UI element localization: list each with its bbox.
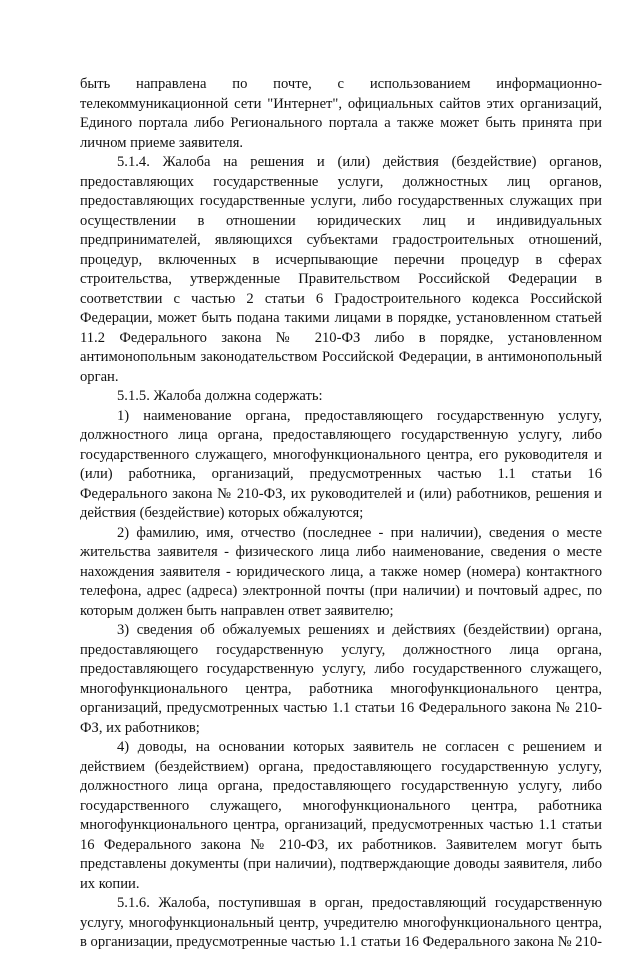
list-item-3: 3) сведения об обжалуемых решениях и действиях (бездействии) органа, предоставляющего государственную услугу, должностного лица органа, предоставляющего государственную услугу, либо государственного служащего, многофункционального центра, работника многофункционального центра, организаций, предусмотренных частью 1.1 статьи 16 Федерального закона № 210-ФЗ, их работников; (80, 622, 602, 736)
paragraph-5-1-5: 5.1.5. Жалоба должна содержать: (117, 388, 323, 404)
paragraph-5-1-4: 5.1.4. Жалоба на решения и (или) действия (бездействие) органов, предоставляющих государственные услуги, должностных лиц органов, предоставляющих государственные услуги, либо государственных служащих при осуществлении в отношении юридических лиц и индивидуальных предпринимателей, являющихся субъектами градостроительных отношений, процедур, включенных в исчерпывающие перечни процедур в сферах строительства, утвержденные Правительством Российской Федерации в соответствии с частью 2 статьи 6 Градостроительного кодекса Российской Федерации, может быть подана такими лицами в порядке, установленном статьей 11.2 Федерального закона № 210-ФЗ либо в порядке, установленном антимонопольным законодательством Российской Федерации, в антимонопольный орган. (80, 154, 602, 385)
list-item-1: 1) наименование органа, предоставляющего государственную услугу, должностного лица органа, предоставляющего государственную услугу, либо государственного служащего, многофункционального центра, его руководителя и (или) работника, организаций, предусмотренных частью 1.1 статьи 16 Федерального закона № 210-ФЗ, их руководителей и (или) работников, решения и действия (бездействие) которых обжалуются; (80, 407, 602, 521)
list-item-4: 4) доводы, на основании которых заявитель не согласен с решением и действием (бездействием) органа, предоставляющего государственную услугу, должностного лица органа, предоставляющего государственную услугу, либо государственного служащего, многофункционального центра, работника многофункционального центра, организаций, предусмотренных частью 1.1 статьи 16 Федерального закона № 210-ФЗ, их работников. Заявителем могут быть представлены документы (при наличии), подтверждающие доводы заявителя, либо их копии. (80, 739, 602, 892)
list-item-2: 2) фамилию, имя, отчество (последнее - при наличии), сведения о месте жительства заявителя - физического лица либо наименование, сведения о месте нахождения заявителя - юридического лица, а также номер (номера) контактного телефона, адрес (адреса) электронной почты (при наличии) и почтовый адрес, по которым должен быть направлен ответ заявителю; (80, 524, 602, 619)
paragraph-continuation: быть направлена по почте, с использованием информационно-телекоммуникационной сети "Интернет", официальных сайтов этих организаций, Единого портала либо Регионального портала а также может быть принята при личном приеме заявителя. (80, 76, 602, 151)
paragraph-5-1-6: 5.1.6. Жалоба, поступившая в орган, предоставляющий государственную услугу, многофункциональный центр, учредителю многофункционального центра, в организации, предусмотренные частью 1.1 статьи 16 Федерального закона № 210- (80, 895, 603, 950)
document-page (80, 75, 602, 953)
